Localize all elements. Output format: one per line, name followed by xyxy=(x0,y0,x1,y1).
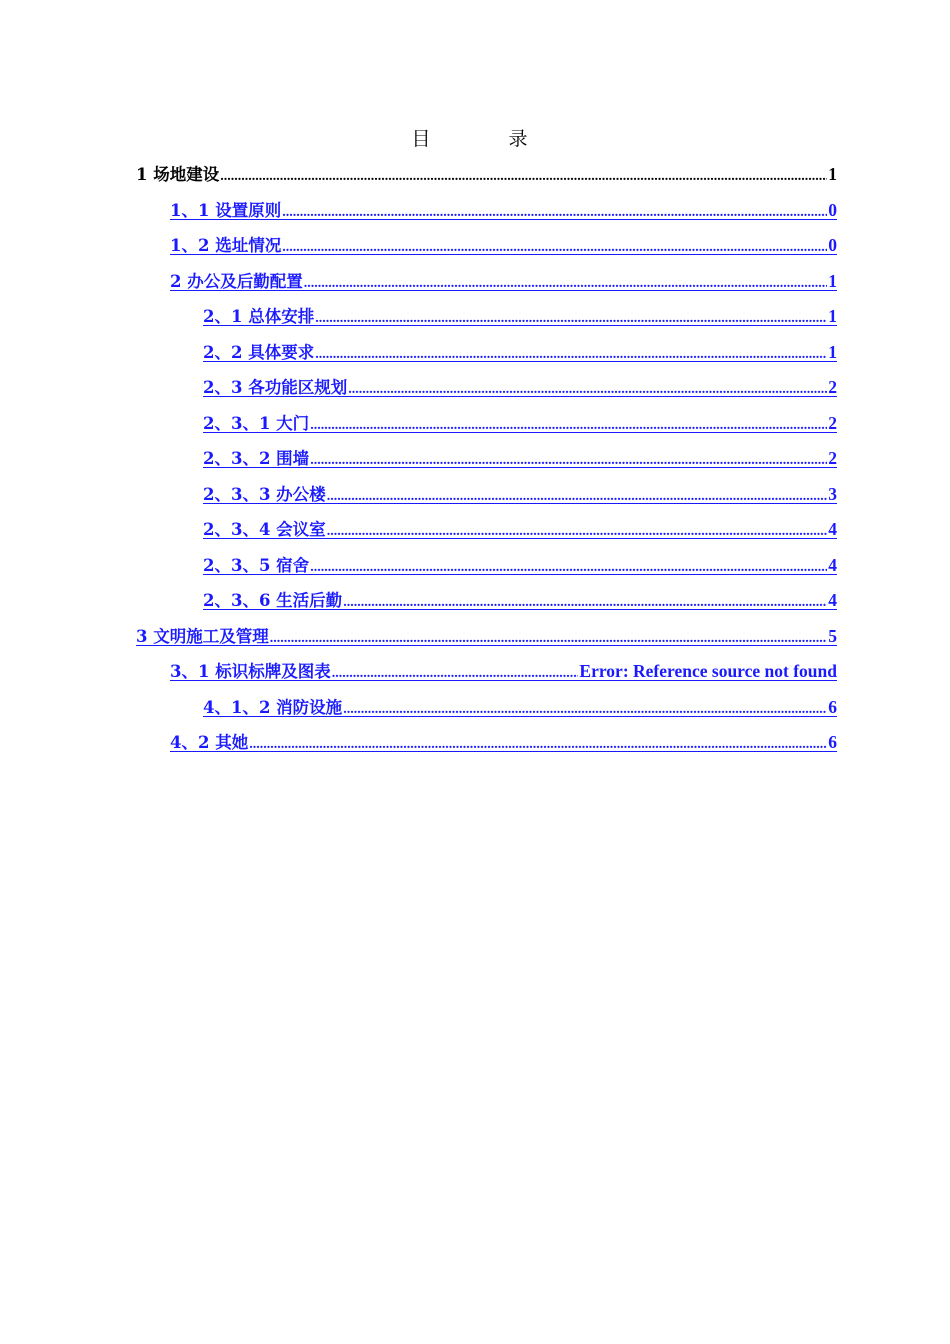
toc-page-number: 4 xyxy=(828,590,837,610)
toc-dot-leader xyxy=(249,737,827,752)
toc-page-number: 5 xyxy=(828,625,837,646)
toc-entry-text: 2、3、4 会议室 xyxy=(203,520,326,539)
toc-entry[interactable] xyxy=(0,544,950,580)
toc-entry[interactable] xyxy=(0,508,950,544)
toc-page-number: 6 xyxy=(828,732,837,752)
toc-entry-text: 2、3、6 生活后勤 xyxy=(203,591,343,610)
toc-dot-leader xyxy=(310,418,827,433)
toc-page-number: Error: Reference source not found xyxy=(579,661,837,681)
toc-entry-text: 2 办公及后勤配置 xyxy=(170,271,303,291)
toc-entry-text: 2、1 总体安排 xyxy=(203,307,315,326)
toc-page-number: 1 xyxy=(828,164,837,183)
toc-dot-leader xyxy=(315,311,827,326)
toc-entry-link[interactable] xyxy=(136,623,837,646)
toc-entry-link[interactable] xyxy=(170,232,837,255)
toc-page-number: 2 xyxy=(828,448,837,468)
toc-entry-link[interactable] xyxy=(203,445,837,468)
toc-entry-text: 2、3 各功能区规划 xyxy=(203,378,348,397)
toc-entry-link[interactable] xyxy=(203,694,837,717)
toc-page-number: 1 xyxy=(828,270,837,291)
toc-dot-leader xyxy=(310,560,827,575)
toc-entry[interactable] xyxy=(0,650,950,686)
toc-dot-leader xyxy=(282,240,827,255)
toc-entry-text: 2、3、5 宿舍 xyxy=(203,555,310,575)
toc-entry[interactable] xyxy=(0,579,950,615)
toc-entry-text: 1 场地建设 xyxy=(136,165,220,183)
toc-entry-text: 2、3、3 办公楼 xyxy=(203,484,326,504)
toc-page-number: 1 xyxy=(828,341,837,362)
toc-dot-leader xyxy=(270,631,828,646)
toc-dot-leader xyxy=(343,702,827,717)
toc-entry[interactable] xyxy=(0,615,950,651)
toc-dot-leader xyxy=(343,595,827,610)
toc-page-number: 4 xyxy=(828,519,837,539)
toc-entry-line xyxy=(136,161,837,183)
toc-dot-leader xyxy=(310,453,827,468)
toc-entry xyxy=(0,153,950,189)
toc-dot-leader xyxy=(282,205,827,220)
toc-title: 目 录 xyxy=(411,128,564,150)
toc-entry[interactable] xyxy=(0,224,950,260)
toc-entry-text: 2、3、1 大门 xyxy=(203,413,310,433)
toc-dot-leader xyxy=(348,382,827,397)
toc-entry-text: 3 文明施工及管理 xyxy=(136,626,269,646)
toc-dot-leader xyxy=(315,347,827,362)
toc-entry-link[interactable] xyxy=(170,197,837,220)
toc-entry[interactable] xyxy=(0,366,950,402)
toc-entry[interactable] xyxy=(0,260,950,296)
toc-entry-link[interactable] xyxy=(203,481,837,504)
toc-entry-link[interactable] xyxy=(203,374,837,397)
toc-entry[interactable] xyxy=(0,331,950,367)
toc-dot-leader xyxy=(327,524,828,539)
toc-entry[interactable] xyxy=(0,189,950,225)
toc-entry-link[interactable] xyxy=(203,410,837,433)
toc-entry-text: 1、1 设置原则 xyxy=(170,200,282,220)
toc-entry-link[interactable] xyxy=(170,729,837,752)
toc-entry-link[interactable] xyxy=(170,268,837,291)
toc-list xyxy=(0,153,950,757)
toc-dot-leader xyxy=(304,276,828,291)
toc-entry-text: 4、2 其她 xyxy=(170,733,249,752)
toc-entry[interactable] xyxy=(0,295,950,331)
toc-entry[interactable] xyxy=(0,402,950,438)
toc-entry-text: 2、2 具体要求 xyxy=(203,342,315,362)
toc-entry-link[interactable] xyxy=(203,587,837,610)
toc-page-number: 3 xyxy=(828,483,837,504)
toc-entry[interactable] xyxy=(0,473,950,509)
toc-page-number: 6 xyxy=(828,696,837,717)
toc-dot-leader xyxy=(327,489,828,504)
toc-page-number: 4 xyxy=(828,554,837,575)
toc-entry[interactable] xyxy=(0,721,950,757)
toc-entry-text: 4、1、2 消防设施 xyxy=(203,697,343,717)
toc-page-number: 2 xyxy=(828,377,837,397)
toc-page-number: 1 xyxy=(828,306,837,326)
toc-dot-leader xyxy=(220,169,827,183)
toc-entry-link[interactable] xyxy=(203,303,837,326)
toc-entry-text: 1、2 选址情况 xyxy=(170,236,282,255)
toc-entry-link[interactable] xyxy=(203,552,837,575)
toc-entry-text: 3、1 标识标牌及图表 xyxy=(170,662,331,681)
toc-page-number: 0 xyxy=(828,235,837,255)
toc-dot-leader xyxy=(332,666,579,681)
toc-entry[interactable] xyxy=(0,686,950,722)
toc-entry-text: 2、3、2 围墙 xyxy=(203,449,310,468)
toc-entry[interactable] xyxy=(0,437,950,473)
toc-page-number: 2 xyxy=(828,412,837,433)
toc-entry-link[interactable] xyxy=(203,516,837,539)
toc-entry-link[interactable] xyxy=(170,658,837,681)
toc-entry-link[interactable] xyxy=(203,339,837,362)
toc-page-number: 0 xyxy=(828,199,837,220)
